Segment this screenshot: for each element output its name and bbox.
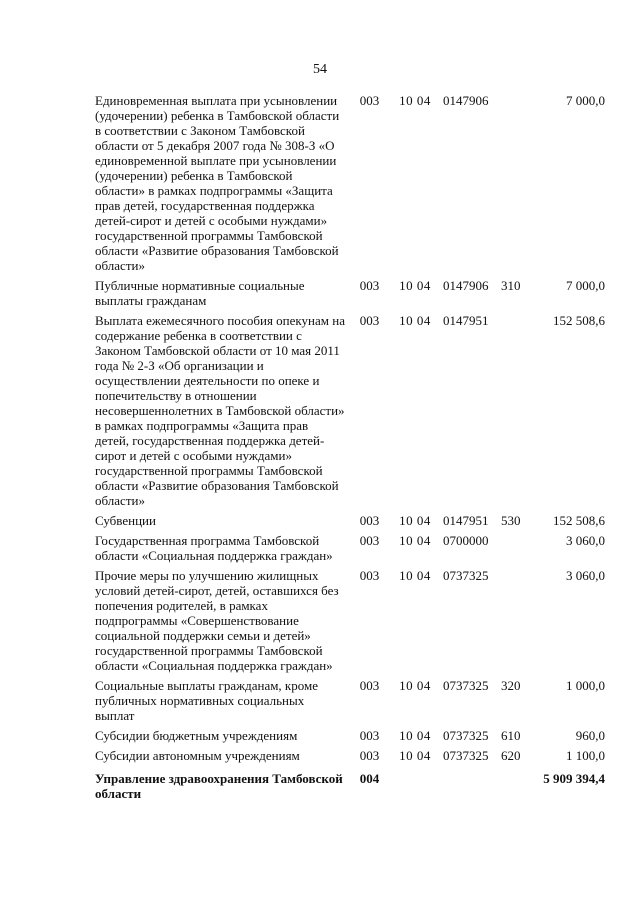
row-target-code: 0147906	[443, 278, 489, 293]
row-section-code: 10 04	[399, 93, 431, 108]
row-section-code: 10 04	[399, 748, 431, 763]
row-name: Субсидии автономным учреждениям	[95, 748, 300, 763]
row-section-code: 10 04	[399, 278, 431, 293]
row-name: Единовременная выплата при усыновлении (удочерении) ребенка в Тамбовской области в соответствии с Законом Тамбовской области от 5 декабря 2007 года № 308-З «О единовременной выплате при усыновлении (удочерении) ребенка в Тамбовской области» в рамках подпрограммы «Защита прав детей, государственная поддержка детей-сирот и детей с особыми нуждами» государственной программы Тамбовской области «Развитие образования Тамбовской области»	[95, 93, 340, 273]
row-ministry-code: 003	[359, 748, 380, 763]
row-name: Выплата ежемесячного пособия опекунам на содержание ребенка в соответствии с Законом Тамбовской области от 10 мая 2011 года № 2-З «Об организации и осуществлении деятельности по опеке и попечительству в отношении несовершеннолетних в Тамбовской области» в рамках подпрограммы «Защита прав детей, государственная поддержка детей-сирот и детей с особыми нуждами» государственной программы Тамбовской области «Развитие образования Тамбовской области»	[95, 313, 345, 508]
row-target-code: 0737325	[443, 728, 489, 743]
row-amount: 7 000,0	[566, 278, 605, 293]
table-row	[95, 678, 605, 723]
row-ministry-code: 003	[359, 278, 380, 293]
row-amount: 152 508,6	[553, 513, 605, 528]
row-amount: 1 000,0	[566, 678, 605, 693]
row-section-code: 10 04	[399, 513, 431, 528]
row-target-code: 0147951	[443, 513, 489, 528]
table-row	[95, 568, 605, 673]
row-section-code: 10 04	[399, 533, 431, 548]
row-ministry-code: 003	[359, 513, 380, 528]
row-amount: 960,0	[575, 728, 605, 743]
row-ministry-code: 003	[359, 313, 380, 328]
table-row	[95, 93, 605, 273]
row-expense-type: 310	[501, 278, 521, 293]
row-amount: 1 100,0	[566, 748, 605, 763]
row-section-code: 10 04	[399, 678, 431, 693]
row-name: Социальные выплаты гражданам, кроме публичных нормативных социальных выплат	[95, 678, 318, 723]
row-name: Субвенции	[95, 513, 156, 528]
row-section-code: 10 04	[399, 728, 431, 743]
table-row	[95, 533, 605, 563]
row-expense-type: 320	[501, 678, 521, 693]
table-row-department-total	[95, 771, 605, 801]
row-name: Публичные нормативные социальные выплаты гражданам	[95, 278, 305, 308]
row-amount: 152 508,6	[553, 313, 605, 328]
row-name: Прочие меры по улучшению жилищных условий детей-сирот, детей, оставшихся без попечения родителей, в рамках подпрограммы «Совершенствование социальной поддержки семьи и детей» государственной программы Тамбовской области «Социальная поддержка граждан»	[95, 568, 339, 673]
row-target-code: 0147951	[443, 313, 489, 328]
row-name: Субсидии бюджетным учреждениям	[95, 728, 298, 743]
row-expense-type: 610	[501, 728, 521, 743]
row-ministry-code: 003	[359, 93, 380, 108]
page-number: 54	[313, 62, 327, 77]
row-target-code: 0737325	[443, 568, 489, 583]
row-ministry-code: 003	[359, 678, 380, 693]
row-expense-type: 620	[501, 748, 521, 763]
table-row	[95, 748, 605, 763]
row-section-code: 10 04	[399, 313, 431, 328]
row-target-code: 0147906	[443, 93, 489, 108]
row-ministry-code: 004	[359, 771, 380, 786]
row-name: Государственная программа Тамбовской области «Социальная поддержка граждан»	[95, 533, 333, 563]
row-amount: 7 000,0	[566, 93, 605, 108]
table-row	[95, 313, 605, 508]
row-amount: 5 909 394,4	[543, 771, 605, 786]
row-section-code: 10 04	[399, 568, 431, 583]
row-amount: 3 060,0	[566, 533, 605, 548]
row-name: Управление здравоохранения Тамбовской области	[95, 771, 343, 801]
table-row	[95, 728, 605, 743]
row-target-code: 0737325	[443, 678, 489, 693]
row-ministry-code: 003	[359, 568, 380, 583]
row-target-code: 0737325	[443, 748, 489, 763]
table-row	[95, 513, 605, 528]
row-ministry-code: 003	[359, 533, 380, 548]
row-ministry-code: 003	[359, 728, 380, 743]
table-row	[95, 278, 605, 308]
budget-table	[95, 93, 605, 801]
row-expense-type: 530	[501, 513, 521, 528]
row-target-code: 0700000	[443, 533, 489, 548]
row-amount: 3 060,0	[566, 568, 605, 583]
